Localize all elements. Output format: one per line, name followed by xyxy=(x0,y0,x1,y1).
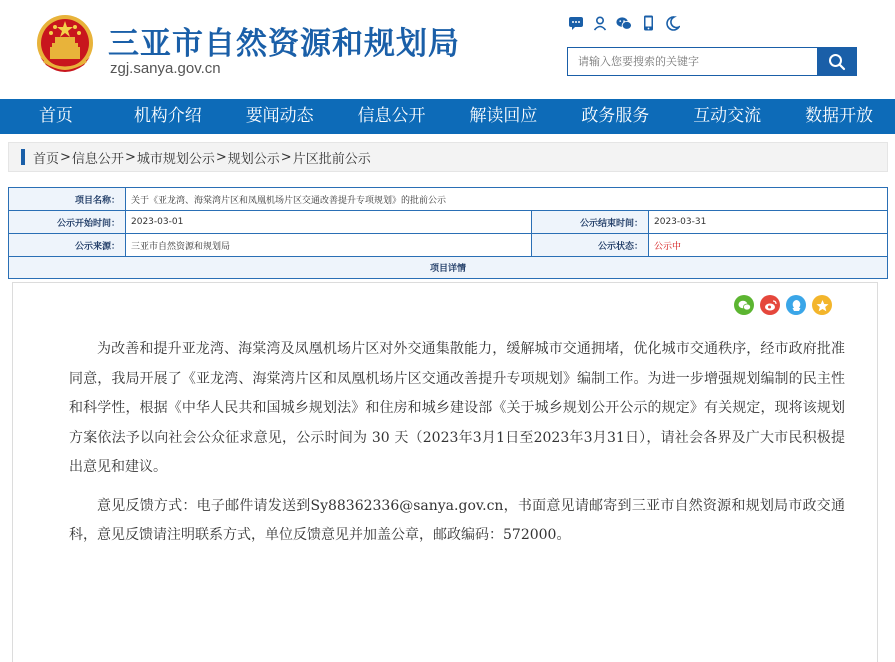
nav-item-interaction[interactable]: 互动交流 xyxy=(693,106,762,126)
share-bar xyxy=(734,295,832,315)
status-value: 公示中 xyxy=(649,234,888,257)
site-title: 三亚市自然资源和规划局 xyxy=(108,26,460,62)
breadcrumb-item-city-planning[interactable]: 城市规划公示 xyxy=(136,151,215,167)
nav-item-interpretation[interactable]: 解读回应 xyxy=(469,106,538,126)
article-body xyxy=(69,335,845,560)
wechat-icon[interactable] xyxy=(616,15,632,31)
nav-item-services[interactable]: 政务服务 xyxy=(581,106,650,126)
breadcrumb-item-info[interactable]: 信息公开 xyxy=(71,151,124,167)
breadcrumb-item-planning-notice[interactable]: 规划公示 xyxy=(227,151,280,167)
nav-item-about[interactable]: 机构介绍 xyxy=(133,106,202,126)
end-date-label: 公示结束时间： xyxy=(532,211,649,234)
national-emblem-icon xyxy=(34,13,96,79)
breadcrumb xyxy=(8,142,888,172)
mobile-icon[interactable] xyxy=(640,15,656,31)
article-paragraph: 为改善和提升亚龙湾、海棠湾及凤凰机场片区对外交通集散能力，缓解城市交通拥堵，优化城市交通秩序，经市政府批准同意，我局开展了《亚龙湾、海棠湾片区和凤凰机场片区交通改善提升专项规划》编制工作。为进一步增强规划编制的民主性和科学性，根据《中华人民共和国城乡规划法》和住房和城乡建设部《关于城乡规划公开公示的规定》有关规定，现将该规划方案依法予以向社会公众征求意见，公示时间为 30 天（2023年3月1日至2023年3月31日），请社会各界及广大市民积极提出意见和建议。 xyxy=(69,341,845,475)
nav-item-home[interactable]: 首页 xyxy=(38,106,73,126)
search-button[interactable] xyxy=(817,47,857,76)
breadcrumb-separator: > xyxy=(60,149,71,165)
main-nav xyxy=(0,99,895,134)
search-icon xyxy=(828,53,846,71)
moon-icon[interactable] xyxy=(664,15,680,31)
wechat-share-icon[interactable] xyxy=(734,295,754,315)
search-box xyxy=(567,47,857,76)
article-container xyxy=(12,282,878,662)
project-info-table xyxy=(8,187,888,279)
qzone-share-icon[interactable] xyxy=(812,295,832,315)
weibo-share-icon[interactable] xyxy=(760,295,780,315)
status-label: 公示状态： xyxy=(532,234,649,257)
top-icon-bar xyxy=(568,15,680,31)
breadcrumb-separator: > xyxy=(215,149,227,165)
site-domain: zgj.sanya.gov.cn xyxy=(110,60,221,77)
start-date-value: 2023-03-01 xyxy=(126,211,532,234)
breadcrumb-separator: > xyxy=(124,149,136,165)
user-icon[interactable] xyxy=(592,15,608,31)
breadcrumb-item-district-notice[interactable]: 片区批前公示 xyxy=(292,151,371,167)
end-date-value: 2023-03-31 xyxy=(649,211,888,234)
project-name-value: 关于《亚龙湾、海棠湾片区和凤凰机场片区交通改善提升专项规划》的批前公示 xyxy=(126,188,888,211)
wechat-chat-icon[interactable] xyxy=(568,15,584,31)
breadcrumb-marker xyxy=(21,149,25,165)
article-paragraph: 意见反馈方式：电子邮件请发送到Sy88362336@sanya.gov.cn，书面意见请邮寄到三亚市自然资源和规划局市政交通科，意见反馈请注明联系方式，单位反馈意见并加盖公章，邮政编码：572000。 xyxy=(69,497,845,543)
project-name-label: 项目名称： xyxy=(9,188,126,211)
source-value: 三亚市自然资源和规划局 xyxy=(126,234,532,257)
search-input[interactable] xyxy=(567,47,817,76)
start-date-label: 公示开始时间： xyxy=(9,211,126,234)
nav-item-info-disclosure[interactable]: 信息公开 xyxy=(357,106,426,126)
qq-share-icon[interactable] xyxy=(786,295,806,315)
breadcrumb-item-home[interactable]: 首页 xyxy=(33,151,60,167)
source-label: 公示来源： xyxy=(9,234,126,257)
breadcrumb-separator: > xyxy=(280,149,292,165)
nav-item-news[interactable]: 要闻动态 xyxy=(245,106,314,126)
nav-item-open-data[interactable]: 数据开放 xyxy=(805,106,874,126)
project-detail-header: 项目详情 xyxy=(9,257,888,279)
site-header xyxy=(0,0,895,99)
